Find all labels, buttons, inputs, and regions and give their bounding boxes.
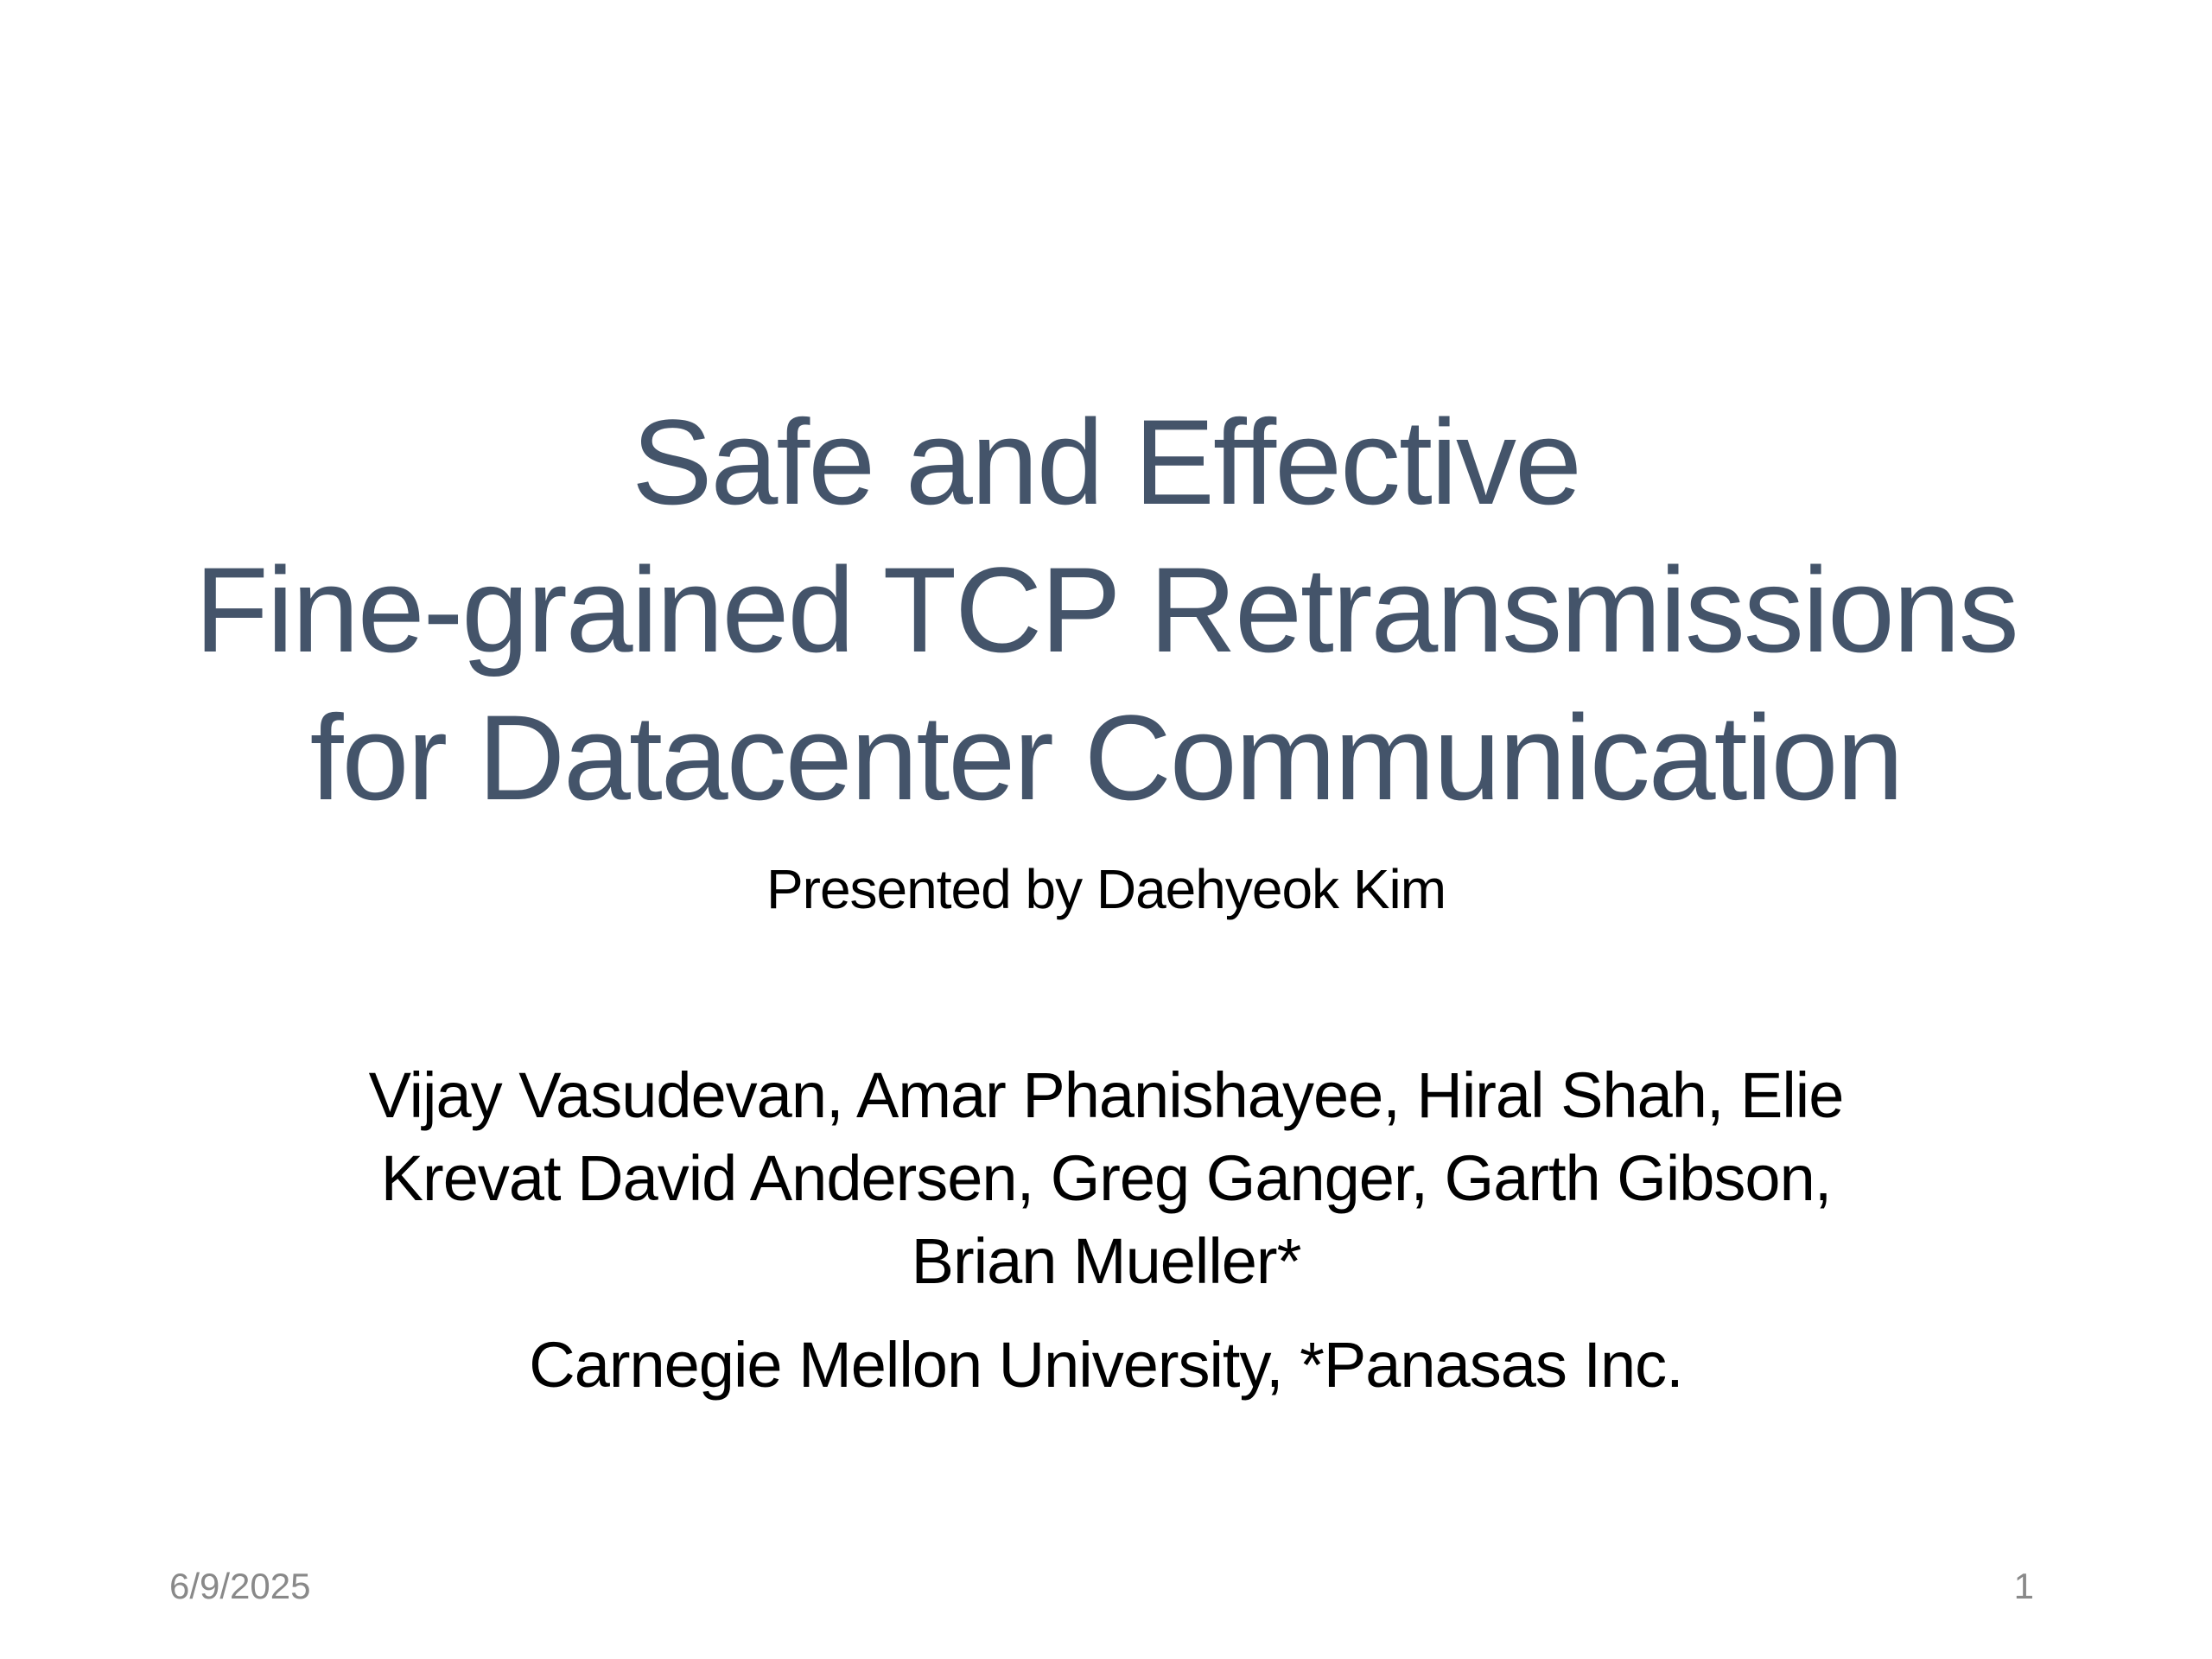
slide-title-line-3: for Datacenter Communication bbox=[309, 689, 1903, 825]
slide-title-line-2: Fine-grained TCP Retransmissions bbox=[194, 541, 2018, 677]
affiliation-line: Carnegie Mellon University, *Panasas Inc. bbox=[529, 1329, 1683, 1401]
slide-date: 6/9/2025 bbox=[169, 1566, 311, 1606]
authors-list bbox=[0, 1054, 2212, 1304]
authors-line-3: Brian Mueller* bbox=[911, 1225, 1301, 1298]
presenter-line: Presented by Daehyeok Kim bbox=[766, 858, 1446, 920]
slide-page-number: 1 bbox=[2013, 1566, 2034, 1606]
slide-title bbox=[0, 389, 2212, 831]
authors-line-2: Krevat David Andersen, Greg Ganger, Garth Gibson, bbox=[380, 1142, 1832, 1215]
slide-title-line-1: Safe and Effective bbox=[632, 394, 1580, 530]
authors-line-1: Vijay Vasudevan, Amar Phanishayee, Hiral Shah, Elie bbox=[368, 1059, 1844, 1131]
